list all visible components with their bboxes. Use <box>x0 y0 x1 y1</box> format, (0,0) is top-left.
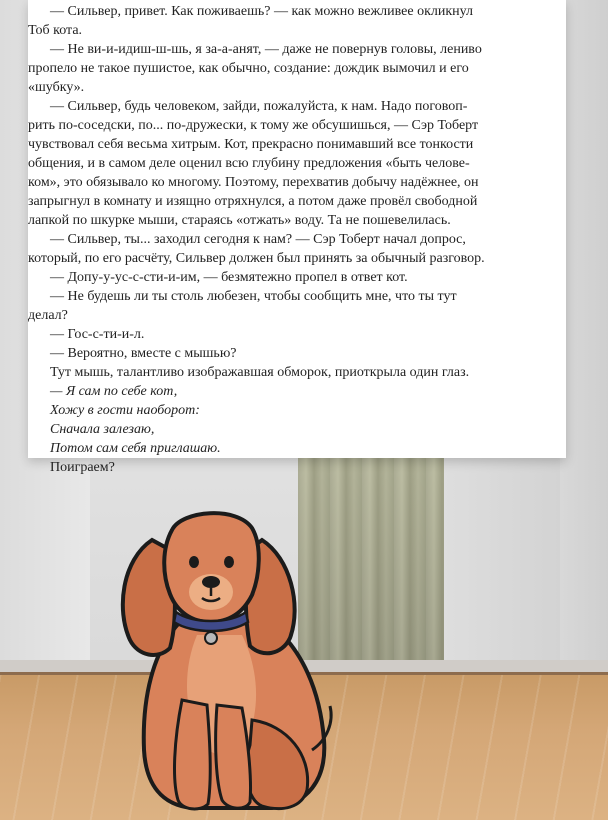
dog-collar-tag <box>205 632 217 644</box>
text-line: — Сильвер, будь человеком, зайди, пожалуйста, к нам. Надо поговоп- <box>50 99 468 114</box>
text-line: чувствовал себя весьма хитрым. Кот, прекрасно понимавший все тонкости <box>28 137 474 152</box>
text-line: делал? <box>28 308 68 323</box>
wall-panel <box>440 440 560 690</box>
text-line: Тут мышь, талантливо изображавшая обморок, приоткрыла один глаз. <box>50 365 470 380</box>
poem-line: Потом сам себя приглашаю. <box>50 441 221 456</box>
text-line: общения, и в самом деле оценил всю глубину предложения «быть челове- <box>28 156 470 171</box>
dog-nose <box>202 576 220 588</box>
text-line: — Не будешь ли ты столь любезен, чтобы сообщить мне, что ты тут <box>50 289 457 304</box>
text-line: пропело не такое пушистое, как обычно, создание: дождик вымочил и его <box>28 61 469 76</box>
text-line: — Допу-у-ус-с-сти-и-им, — безмятежно пропел в ответ кот. <box>50 270 408 285</box>
text-line: — Вероятно, вместе с мышью? <box>50 346 237 361</box>
text-line: лапкой по шкурке мыши, стараясь «отжать» воду. Та не пошевелилась. <box>28 213 451 228</box>
text-line: — Не ви-и-идиш-ш-шь, я за-а-анят, — даже не повернув головы, лениво <box>50 42 482 57</box>
dog-eye-right <box>224 556 234 568</box>
text-line: Поиграем? <box>50 460 115 475</box>
dog-front-leg-left <box>175 700 211 809</box>
poem-line: Хожу в гости наоборот: <box>50 403 200 418</box>
dog-front-leg-right <box>216 705 251 808</box>
text-panel <box>28 0 566 475</box>
text-line: запрыгнул в комнату и изящно отряхнулся, а потом даже провёл свободной <box>28 194 478 209</box>
poem-line: Сначала залезаю, <box>50 422 155 437</box>
text-line: ком», это обязывало ко многому. Поэтому, перехватив добычу надёжнее, он <box>28 175 479 190</box>
poem-line: — Я сам по себе кот, <box>50 384 178 399</box>
text-line: «шубку». <box>28 80 85 95</box>
dog-eye-left <box>189 556 199 568</box>
text-line: Тоб кота. <box>28 23 83 38</box>
text-line: — Сильвер, привет. Как поживаешь? — как можно вежливее окликнул <box>50 4 474 19</box>
text-line: который, по его расчёту, Сильвер должен был принять за обычный разговор. <box>28 251 485 266</box>
text-line: рить по-соседски, по... по-дружески, к тому же обсушишься, — Сэр Тоберт <box>28 118 479 133</box>
text-line: — Сильвер, ты... заходил сегодня к нам? — Сэр Тоберт начал допрос, <box>50 232 466 247</box>
text-line: — Гос-с-ти-и-л. <box>50 327 145 342</box>
wall-corner <box>560 0 608 690</box>
dog-illustration <box>112 500 342 815</box>
